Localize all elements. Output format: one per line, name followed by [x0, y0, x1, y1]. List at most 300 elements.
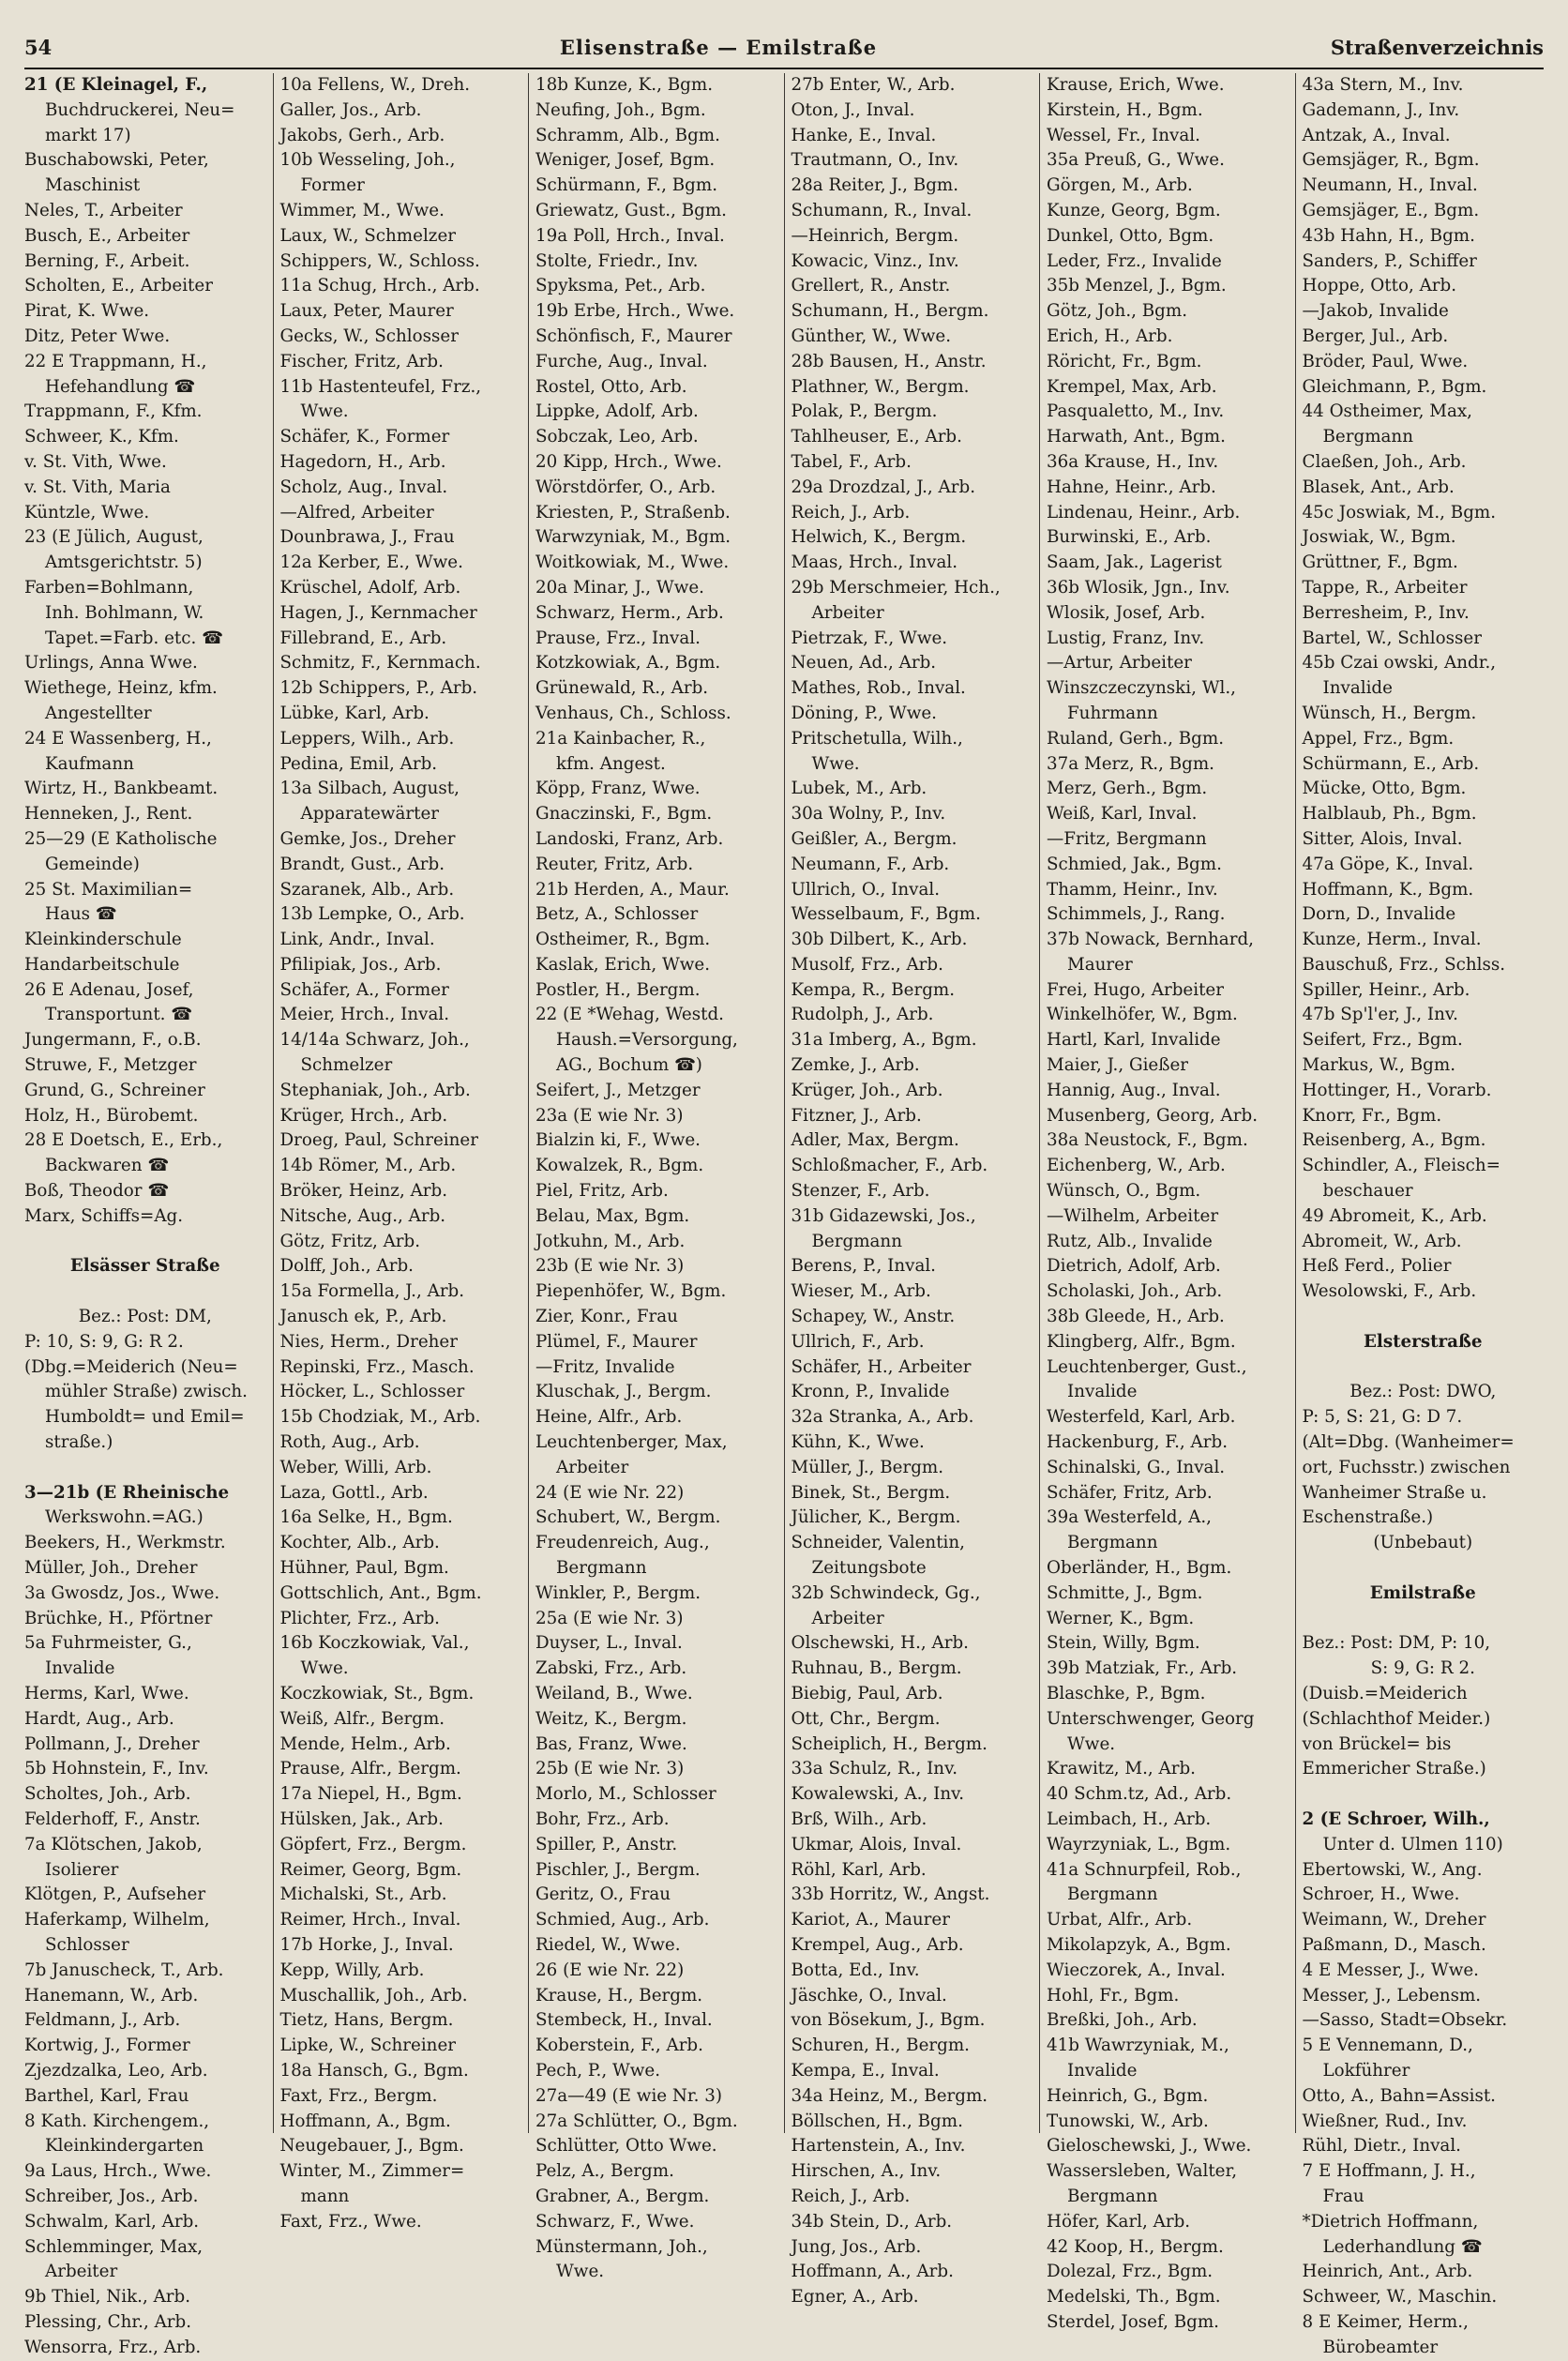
directory-line: Reich, J., Arb. [791, 2186, 911, 2206]
directory-line: Hottinger, H., Vorarb. [1302, 1080, 1492, 1100]
directory-line: Olschewski, H., Arb. [791, 1633, 969, 1654]
directory-line: 22 (E *Wehag, Westd. [535, 1005, 724, 1025]
directory-line: Breßki, Joh., Arb. [1047, 2010, 1198, 2031]
directory-line: Grünewald, R., Arb. [535, 678, 709, 699]
directory-line: Angestellter [45, 703, 152, 723]
directory-line: Heine, Alfr., Arb. [535, 1407, 683, 1428]
directory-line: kfm. Angest. [556, 753, 666, 774]
directory-line: 38a Neustock, F., Bgm. [1047, 1130, 1248, 1151]
directory-line: Inh. Bohlmann, W. [45, 602, 204, 623]
directory-line: Frau [1322, 2186, 1364, 2206]
directory-line: Neumann, H., Inval. [1302, 175, 1478, 196]
directory-line: 28 E Doetsch, E., Erb., [24, 1130, 223, 1151]
directory-line: Urbat, Alfr., Arb. [1047, 1910, 1193, 1930]
directory-line: markt 17) [45, 125, 131, 145]
directory-line: Paßmann, D., Masch. [1302, 1934, 1486, 1955]
directory-line: Plichter, Frz., Arb. [279, 1608, 440, 1628]
directory-line: mann [300, 2186, 350, 2206]
directory-line: Rudolph, J., Arb. [791, 1005, 934, 1025]
directory-line: Nies, Herm., Dreher [279, 1331, 458, 1352]
directory-line: 12a Kerber, E., Wwe. [279, 552, 463, 573]
directory-line: Lubek, M., Arb. [791, 779, 927, 799]
directory-line: (Unbebaut) [1373, 1533, 1473, 1553]
directory-line: Egner, A., Arb. [791, 2287, 919, 2308]
directory-line: Roth, Aug., Arb. [279, 1432, 420, 1453]
directory-line: 47a Göpe, K., Inval. [1302, 854, 1474, 874]
directory-line: Schlemminger, Max, [24, 2236, 204, 2257]
directory-line: Wessel, Fr., Inval. [1047, 125, 1200, 145]
directory-line: Eichenberg, W., Arb. [1047, 1156, 1226, 1176]
directory-line: Zier, Konr., Frau [535, 1307, 678, 1327]
directory-line: 19a Poll, Hrch., Inval. [535, 225, 725, 246]
directory-line: 21 (E Kleinagel, F., [24, 75, 208, 95]
directory-line: Brß, Wilh., Arb. [791, 1809, 927, 1829]
directory-line: Bialzin ki, F., Wwe. [535, 1130, 701, 1151]
directory-line: —Jakob, Invalide [1302, 301, 1449, 322]
directory-line: Woitkowiak, M., Wwe. [535, 552, 730, 573]
directory-line: Röricht, Fr., Bgm. [1047, 351, 1202, 371]
directory-line: Busch, E., Arbeiter [24, 225, 190, 246]
directory-line: Bergmann [1322, 427, 1413, 447]
directory-line: Gademann, J., Inv. [1302, 99, 1460, 120]
directory-line: Herms, Karl, Wwe. [24, 1684, 189, 1703]
street-heading: Elsässer Straße [69, 1256, 220, 1277]
directory-line: Hoffmann, A., Bgm. [279, 2111, 451, 2131]
directory-line: Invalide [1067, 2060, 1138, 2081]
directory-line: Schürmann, F., Bgm. [535, 175, 718, 196]
directory-line: Haush.=Versorgung, [556, 1030, 738, 1051]
directory-line: Leuchtenberger, Max, [535, 1432, 728, 1453]
directory-line: Gleichmann, P., Bgm. [1302, 376, 1487, 397]
directory-line: Schramm, Alb., Bgm. [535, 125, 720, 145]
directory-line: Tapet.=Farb. etc. ☎ [45, 628, 223, 648]
directory-line: Riedel, W., Wwe. [535, 1934, 681, 1955]
directory-line: Grabner, A., Bergm. [535, 2186, 710, 2206]
directory-line: Schroer, H., Wwe. [1302, 1884, 1460, 1905]
directory-line: 7 E Hoffmann, J. H., [1302, 2161, 1476, 2182]
directory-line: Wörstdörfer, O., Arb. [535, 477, 716, 497]
directory-line: Transportunt. ☎ [45, 1005, 193, 1025]
directory-line: Maas, Hrch., Inval. [791, 552, 958, 573]
directory-line: Zemke, J., Arb. [791, 1055, 920, 1076]
directory-line: 34b Stein, D., Arb. [791, 2211, 953, 2232]
directory-line: 10b Wesseling, Joh., [279, 150, 456, 171]
directory-line: Laza, Gottl., Arb. [279, 1482, 429, 1503]
directory-line: Weimann, W., Dreher [1302, 1910, 1486, 1930]
directory-line: Former [300, 175, 365, 196]
directory-line: Lindenau, Heinr., Arb. [1047, 502, 1241, 522]
directory-line: (Duisb.=Meiderich [1302, 1684, 1468, 1703]
directory-line: Handarbeitschule [24, 954, 180, 975]
directory-line: 5a Fuhrmeister, G., [24, 1633, 192, 1654]
directory-line: Werner, K., Bgm. [1047, 1608, 1195, 1628]
directory-line: (Schlachthof Meider.) [1302, 1708, 1491, 1729]
directory-line: Wassersleben, Walter, [1047, 2161, 1238, 2182]
directory-line: Plessing, Chr., Arb. [24, 2311, 192, 2332]
directory-line: Mücke, Otto, Bgm. [1302, 779, 1467, 799]
directory-line: Berning, F., Arbeit. [24, 250, 190, 271]
directory-line: Bohr, Frz., Arb. [535, 1809, 670, 1829]
directory-line: Michalski, St., Arb. [279, 1884, 447, 1905]
directory-line: Bröder, Paul, Wwe. [1302, 351, 1469, 371]
directory-line: Hardt, Aug., Arb. [24, 1708, 174, 1729]
directory-line: Freudenreich, Aug., [535, 1533, 710, 1553]
directory-line: S: 9, G: R 2. [1370, 1658, 1475, 1679]
directory-line: Kunze, Georg, Bgm. [1047, 200, 1221, 220]
directory-line: Ditz, Peter Wwe. [24, 325, 171, 346]
directory-line: Götz, Joh., Bgm. [1047, 301, 1188, 322]
directory-line: 14/14a Schwarz, Joh., [279, 1030, 470, 1051]
section-title: Straßenverzeichnis [1330, 36, 1544, 59]
spacer [1303, 1305, 1545, 1330]
directory-line: Lipke, W., Schreiner [279, 2036, 457, 2056]
directory-line: Röhl, Karl, Arb. [791, 1859, 927, 1880]
directory-line: Pasqualetto, M., Inv. [1047, 401, 1225, 422]
directory-line: Schmelzer [300, 1055, 393, 1076]
directory-line: Hahne, Heinr., Arb. [1047, 477, 1216, 497]
directory-line: Bartel, W., Schlosser [1302, 628, 1482, 648]
directory-line: Arbeiter [556, 1457, 629, 1477]
directory-line: 35a Preuß, G., Wwe. [1047, 150, 1225, 171]
directory-line: Neumann, F., Arb. [791, 854, 950, 874]
directory-line: 22 E Trappmann, H., [24, 351, 207, 371]
directory-line: Schreiber, Jos., Arb. [24, 2186, 199, 2206]
directory-line: Maurer [1067, 954, 1133, 975]
directory-line: Appel, Frz., Bgm. [1302, 728, 1455, 749]
directory-line: 21a Kainbacher, R., [535, 728, 706, 749]
directory-line: Sterdel, Josef, Bgm. [1047, 2311, 1219, 2332]
directory-line: 4 E Messer, J., Wwe. [1302, 1960, 1479, 1980]
directory-line: Ukmar, Alois, Inval. [791, 1834, 962, 1854]
directory-line: 28b Bausen, H., Anstr. [791, 351, 987, 371]
directory-line: Höcker, L., Schlosser [279, 1382, 465, 1402]
directory-line: Berens, P., Inval. [791, 1256, 936, 1277]
directory-line: Ruhnau, B., Bergm. [791, 1658, 962, 1679]
directory-line: Schäfer, Fritz, Arb. [1047, 1482, 1213, 1503]
directory-line: Zabski, Frz., Arb. [535, 1658, 687, 1679]
directory-line: Weber, Willi, Arb. [279, 1457, 432, 1477]
directory-line: Ott, Chr., Bergm. [791, 1708, 941, 1729]
directory-line: Krempel, Aug., Arb. [791, 1934, 964, 1955]
directory-line: Morlo, M., Schlosser [535, 1784, 716, 1805]
directory-line: Schuren, H., Bergm. [791, 2036, 970, 2056]
directory-line: Gemsjäger, R., Bgm. [1302, 150, 1480, 171]
directory-line: Krüger, Hrch., Arb. [279, 1105, 448, 1126]
directory-line: Biebig, Paul, Arb. [791, 1684, 943, 1703]
directory-line: Knorr, Fr., Bgm. [1302, 1105, 1442, 1126]
directory-line: Stephaniak, Joh., Arb. [279, 1080, 471, 1100]
directory-line: 7b Januscheck, T., Arb. [24, 1960, 224, 1980]
directory-line: Koczkowiak, St., Bgm. [279, 1684, 475, 1703]
directory-line: 39a Westerfeld, A., [1047, 1507, 1212, 1528]
directory-line: Sobczak, Leo, Arb. [535, 427, 699, 447]
directory-line: Piel, Fritz, Arb. [535, 1181, 669, 1202]
directory-line: Bröker, Heinz, Arb. [279, 1181, 448, 1202]
directory-line: Reuter, Fritz, Arb. [535, 854, 694, 874]
directory-line: Winter, M., Zimmer= [279, 2161, 465, 2182]
directory-line: Höfer, Karl, Arb. [1047, 2211, 1191, 2232]
directory-line: 5 E Vennemann, D., [1302, 2036, 1473, 2056]
directory-line: *Dietrich Hoffmann, [1302, 2211, 1479, 2232]
directory-line: Pritschetulla, Wilh., [791, 728, 963, 749]
directory-line: Mikolapzyk, A., Bgm. [1047, 1934, 1231, 1955]
directory-line: 25—29 (E Katholische [24, 828, 218, 849]
directory-line: Trappmann, F., Kfm. [24, 401, 203, 422]
directory-line: Schweer, W., Maschin. [1302, 2287, 1498, 2308]
directory-line: Hohl, Fr., Bgm. [1047, 1985, 1180, 2005]
directory-line: 28a Reiter, J., Bgm. [791, 175, 959, 196]
directory-line: —Fritz, Bergmann [1047, 828, 1207, 849]
directory-line: 38b Gleede, H., Arb. [1047, 1307, 1225, 1327]
spacer [1303, 1607, 1545, 1632]
directory-line: Kronn, P., Invalide [791, 1382, 950, 1402]
directory-line: beschauer [1322, 1181, 1413, 1202]
directory-line: 27b Enter, W., Arb. [791, 75, 956, 95]
directory-line: Marx, Schiffs=Ag. [24, 1205, 184, 1226]
directory-line: Bergmann [1067, 2186, 1158, 2206]
directory-line: 36a Krause, H., Inv. [1047, 451, 1219, 472]
directory-line: 43b Hahn, H., Bgm. [1302, 225, 1475, 246]
directory-line: Nitsche, Aug., Arb. [279, 1205, 446, 1226]
directory-line: Kleinkinderschule [24, 930, 182, 950]
directory-line: Polak, P., Bergm. [791, 401, 938, 422]
directory-line: Schimmels, J., Rang. [1047, 904, 1226, 925]
directory-line: Messer, J., Lebensm. [1302, 1985, 1482, 2005]
directory-line: 24 E Wassenberg, H., [24, 728, 212, 749]
spacer [24, 1230, 266, 1255]
directory-line: Prause, Frz., Inval. [535, 628, 701, 648]
directory-line: Piepenhöfer, W., Bgm. [535, 1281, 727, 1302]
directory-line: Kortwig, J., Former [24, 2036, 190, 2056]
directory-line: Isolierer [45, 1859, 119, 1880]
directory-line: Invalide [1322, 678, 1393, 699]
directory-line: Pischler, J., Bergm. [535, 1859, 701, 1880]
directory-line: Haus ☎ [45, 904, 117, 925]
directory-line: Muschallik, Joh., Arb. [279, 1985, 468, 2005]
directory-line: straße.) [45, 1432, 113, 1453]
directory-line: Meier, Hrch., Inval. [279, 1005, 450, 1025]
directory-line: 25b (E wie Nr. 3) [535, 1759, 685, 1779]
directory-line: P: 5, S: 21, G: D 7. [1302, 1407, 1463, 1428]
directory-line: Weitz, K., Bergm. [535, 1708, 687, 1729]
directory-line: Felderhoff, F., Anstr. [24, 1809, 201, 1829]
directory-line: Götz, Fritz, Arb. [279, 1231, 421, 1251]
directory-line: Jotkuhn, M., Arb. [535, 1231, 686, 1251]
directory-line: Kowalewski, A., Inv. [791, 1784, 965, 1805]
directory-line: Otto, A., Bahn=Assist. [1302, 2085, 1496, 2106]
directory-line: 26 E Adenau, Josef, [24, 979, 194, 1000]
directory-line: Ruland, Gerh., Bgm. [1047, 728, 1225, 749]
directory-line: Lippke, Adolf, Arb. [535, 401, 699, 422]
directory-line: 23 (E Jülich, August, [24, 527, 204, 548]
columns [24, 73, 1544, 2357]
spacer [1303, 1355, 1545, 1381]
directory-line: Hannig, Aug., Inval. [1047, 1080, 1221, 1100]
directory-line: 20a Minar, J., Wwe. [535, 577, 704, 598]
directory-line: Tappe, R., Arbeiter [1302, 577, 1468, 598]
directory-line: 15a Formella, J., Arb. [279, 1281, 465, 1302]
directory-line: Geißler, A., Bergm. [791, 828, 957, 849]
directory-line: Spyksma, Pet., Arb. [535, 276, 706, 296]
directory-line: 8 E Keimer, Herm., [1302, 2311, 1469, 2332]
directory-line: Pech, P., Wwe. [535, 2060, 661, 2081]
directory-line: Krawitz, M., Arb. [1047, 1759, 1196, 1779]
directory-line: —Sasso, Stadt=Obsekr. [1302, 2010, 1508, 2031]
directory-line: Winszczeczynski, Wl., [1047, 678, 1236, 699]
directory-line: Kühn, K., Wwe. [791, 1432, 925, 1453]
directory-line: Frei, Hugo, Arbeiter [1047, 979, 1224, 1000]
street-heading: Emilstraße [1369, 1582, 1476, 1603]
directory-line: Halblaub, Ph., Bgm. [1302, 804, 1477, 825]
directory-line: Klötgen, P., Aufseher [24, 1884, 206, 1905]
directory-line: Müller, Joh., Dreher [24, 1558, 198, 1579]
directory-line: Fuhrmann [1067, 703, 1158, 723]
directory-line: Hackenburg, F., Arb. [1047, 1432, 1229, 1453]
directory-line: Wwe. [811, 753, 860, 774]
directory-line: Wensorra, Frz., Arb. [24, 2337, 202, 2357]
directory-line: Schweer, K., Kfm. [24, 427, 179, 447]
directory-line: Winkelhöfer, W., Bgm. [1047, 1005, 1238, 1025]
directory-line: Arbeiter [811, 1608, 884, 1628]
directory-line: Saam, Jak., Lagerist [1047, 552, 1222, 573]
directory-line: Lübke, Karl, Arb. [279, 703, 430, 723]
directory-line: Leimbach, H., Arb. [1047, 1809, 1212, 1829]
directory-line: Sitter, Alois, Inval. [1302, 828, 1463, 849]
directory-line: 7a Klötschen, Jakob, [24, 1834, 203, 1854]
directory-line: Hanke, E., Inval. [791, 125, 937, 145]
directory-line: Fischer, Fritz, Arb. [279, 351, 444, 371]
directory-line: Kaufmann [45, 753, 134, 774]
directory-line: Kaslak, Erich, Wwe. [535, 954, 711, 975]
directory-line: Kowalzek, R., Bgm. [535, 1156, 704, 1176]
directory-line: Botta, Ed., Inv. [791, 1960, 920, 1980]
directory-line: Oton, J., Inval. [791, 99, 915, 120]
directory-line: Scholaski, Joh., Arb. [1047, 1281, 1223, 1302]
directory-line: Krüger, Joh., Arb. [791, 1080, 943, 1100]
directory-line: Venhaus, Ch., Schloss. [535, 703, 731, 723]
directory-line: Schapey, W., Anstr. [791, 1307, 956, 1327]
spacer [1303, 1782, 1545, 1808]
directory-line: Neles, T., Arbeiter [24, 200, 183, 220]
directory-line: Spiller, Heinr., Arb. [1302, 979, 1470, 1000]
directory-line: Plümel, F., Maurer [535, 1331, 698, 1352]
directory-line: Wayrzyniak, L., Bgm. [1047, 1834, 1231, 1854]
directory-line: Farben=Bohlmann, [24, 577, 194, 598]
directory-line: Zjezdzalka, Leo, Arb. [24, 2060, 208, 2081]
directory-line: Szaranek, Alb., Arb. [279, 879, 455, 900]
directory-line: Hirschen, A., Inv. [791, 2161, 942, 2182]
directory-line: Gieloschewski, J., Wwe. [1047, 2136, 1252, 2157]
directory-line: Reimer, Georg, Bgm. [279, 1859, 462, 1880]
directory-line: Schmied, Aug., Arb. [535, 1910, 710, 1930]
directory-line: Schlütter, Otto Wwe. [535, 2136, 717, 2157]
directory-line: Dounbrawa, J., Frau [279, 527, 455, 548]
directory-line: Joswiak, W., Bgm. [1302, 527, 1456, 548]
column-3 [528, 73, 784, 2282]
directory-line: Rutz, Alb., Invalide [1047, 1231, 1213, 1251]
directory-line: Emmericher Straße.) [1302, 1759, 1486, 1779]
directory-line: Kariot, A., Maurer [791, 1910, 950, 1930]
directory-line: Hagedorn, H., Arb. [279, 451, 446, 472]
directory-line: Koberstein, F., Arb. [535, 2036, 703, 2056]
directory-line: Unter d. Ulmen 110) [1322, 1834, 1503, 1854]
directory-line: Bergmann [1067, 1884, 1158, 1905]
directory-line: Krüschel, Adolf, Arb. [279, 577, 461, 598]
directory-line: Mende, Helm., Arb. [279, 1733, 451, 1754]
column-5 [1039, 73, 1295, 2332]
directory-line: 29a Drozdzal, J., Arb. [791, 477, 976, 497]
directory-line: Göpfert, Frz., Bergm. [279, 1834, 467, 1854]
directory-line: Berresheim, P., Inv. [1302, 602, 1470, 623]
directory-line: Schinalski, G., Inval. [1047, 1457, 1226, 1477]
directory-line: Scholten, E., Arbeiter [24, 276, 213, 296]
directory-line: Bürobeamter [1322, 2337, 1439, 2357]
directory-line: Struwe, F., Metzger [24, 1055, 197, 1076]
directory-line: Kochter, Alb., Arb. [279, 1533, 440, 1553]
directory-line: Wimmer, M., Wwe. [279, 200, 445, 220]
directory-line: Werkswohn.=AG.) [45, 1507, 204, 1528]
directory-line: Jakobs, Gerh., Arb. [279, 125, 445, 145]
directory-line: 45c Joswiak, M., Bgm. [1302, 502, 1497, 522]
directory-line: Müller, J., Bergm. [791, 1457, 944, 1477]
directory-line: Krempel, Max, Arb. [1047, 376, 1217, 397]
directory-line: 42 Koop, H., Bergm. [1047, 2236, 1224, 2257]
directory-line: Pfilipiak, Jos., Arb. [279, 954, 442, 975]
directory-line: Klingberg, Alfr., Bgm. [1047, 1331, 1236, 1352]
directory-line: Scheiplich, H., Bergm. [791, 1733, 988, 1754]
directory-line: Schumann, H., Bergm. [791, 301, 989, 322]
directory-line: Bergmann [556, 1558, 647, 1579]
directory-line: Hagen, J., Kernmacher [279, 602, 477, 623]
directory-line: Schäfer, A., Former [279, 979, 449, 1000]
directory-line: 18a Hansch, G., Bgm. [279, 2060, 469, 2081]
directory-line: Gnaczinski, F., Bgm. [535, 804, 713, 825]
page-number: 54 [24, 36, 53, 59]
spacer [1303, 1556, 1545, 1582]
directory-line: (Alt=Dbg. (Wanheimer= [1302, 1432, 1515, 1453]
directory-line: Humboldt= und Emil= [45, 1407, 245, 1428]
directory-line: Wesselbaum, F., Bgm. [791, 904, 981, 925]
directory-line: Schmitz, F., Kernmach. [279, 653, 481, 673]
directory-line: —Fritz, Invalide [535, 1356, 675, 1377]
directory-line: Köpp, Franz, Wwe. [535, 779, 701, 799]
directory-line: 37b Nowack, Bernhard, [1047, 930, 1254, 950]
directory-line: Hühner, Paul, Bgm. [279, 1558, 449, 1579]
directory-line: Maschinist [45, 175, 141, 196]
directory-line: Blasek, Ant., Arb. [1302, 477, 1455, 497]
directory-line: Faxt, Frz., Wwe. [279, 2211, 422, 2232]
directory-line: Seifert, Frz., Bgm. [1302, 1030, 1463, 1051]
directory-line: Wießner, Rud., Inv. [1302, 2111, 1468, 2131]
directory-line: Wwe. [300, 401, 349, 422]
directory-line: Oberländer, H., Bgm. [1047, 1558, 1232, 1579]
directory-line: Döning, P., Wwe. [791, 703, 937, 723]
directory-line: 31b Gidazewski, Jos., [791, 1205, 976, 1226]
directory-line: Gecks, W., Schlosser [279, 325, 459, 346]
directory-line: Wlosik, Josef, Arb. [1047, 602, 1206, 623]
directory-line: Bergmann [1067, 1533, 1158, 1553]
directory-line: Ebertowski, W., Ang. [1302, 1859, 1483, 1880]
directory-line: Invalide [45, 1658, 115, 1679]
spacer [24, 1279, 266, 1305]
directory-line: Laux, Peter, Maurer [279, 301, 454, 322]
directory-line: Ullrich, F., Arb. [791, 1331, 925, 1352]
directory-line: Pietrzak, F., Wwe. [791, 628, 948, 648]
directory-line: Jülicher, K., Bergm. [791, 1507, 961, 1528]
directory-line: Ostheimer, R., Bgm. [535, 930, 711, 950]
directory-line: Heß Ferd., Polier [1302, 1256, 1452, 1277]
column-6 [1295, 73, 1545, 2357]
